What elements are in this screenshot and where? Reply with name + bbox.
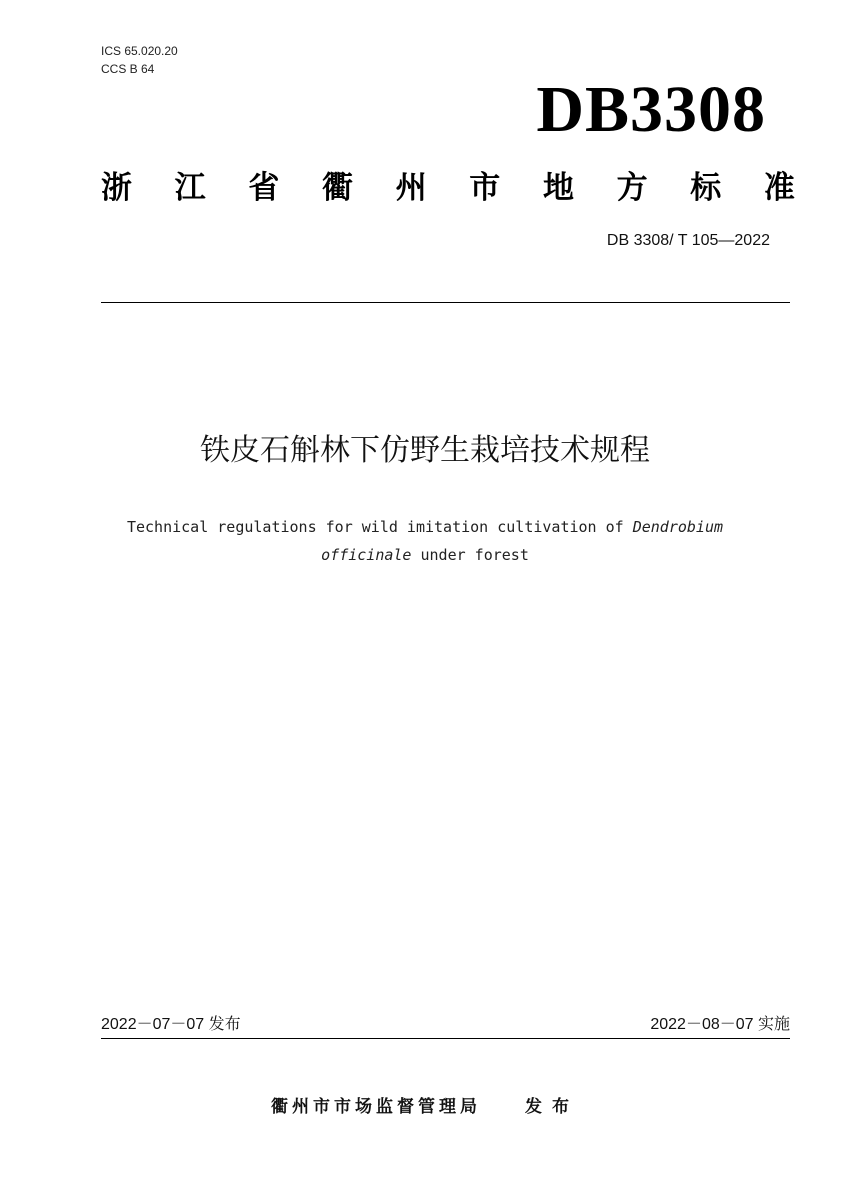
issuer-name: 衢州市市场监督管理局	[271, 1097, 481, 1117]
standard-type-char: 江	[174, 170, 206, 206]
ics-code: ICS 65.020.20	[101, 44, 178, 58]
standard-type-char: 省	[248, 170, 280, 206]
db-logo: DB3308	[536, 73, 766, 146]
issue-date: 2022－07－07 发布	[101, 1016, 241, 1033]
english-title-italic-species: officinale	[321, 546, 412, 564]
english-title-italic-genus: Dendrobium	[632, 518, 724, 536]
issuer-row	[0, 1094, 850, 1120]
english-title-part1: Technical regulations for wild imitation cultivation of	[126, 518, 633, 536]
standard-type-char: 市	[469, 170, 501, 206]
standard-type-char: 州	[395, 170, 427, 206]
standard-type-char: 衢	[321, 170, 353, 206]
standard-type-char: 地	[542, 170, 574, 206]
bottom-divider	[101, 1038, 790, 1039]
standard-type-char: 方	[616, 170, 648, 206]
standard-type-char: 准	[763, 170, 795, 206]
english-title-part2: under forest	[411, 546, 529, 564]
top-divider	[101, 302, 790, 303]
standard-type-char: 标	[690, 170, 722, 206]
standard-number: DB 3308/ T 105—2022	[606, 232, 770, 249]
ccs-code: CCS B 64	[101, 62, 155, 76]
chinese-title: 铁皮石斛林下仿野生栽培技术规程	[200, 433, 650, 468]
classification-codes	[101, 42, 178, 78]
date-row	[101, 1014, 790, 1038]
english-title	[60, 513, 790, 569]
standard-type-char: 浙	[101, 170, 132, 206]
implementation-date: 2022－08－07 实施	[650, 1016, 790, 1033]
issuer-suffix: 发布	[525, 1097, 579, 1117]
standard-type-heading	[101, 166, 795, 210]
